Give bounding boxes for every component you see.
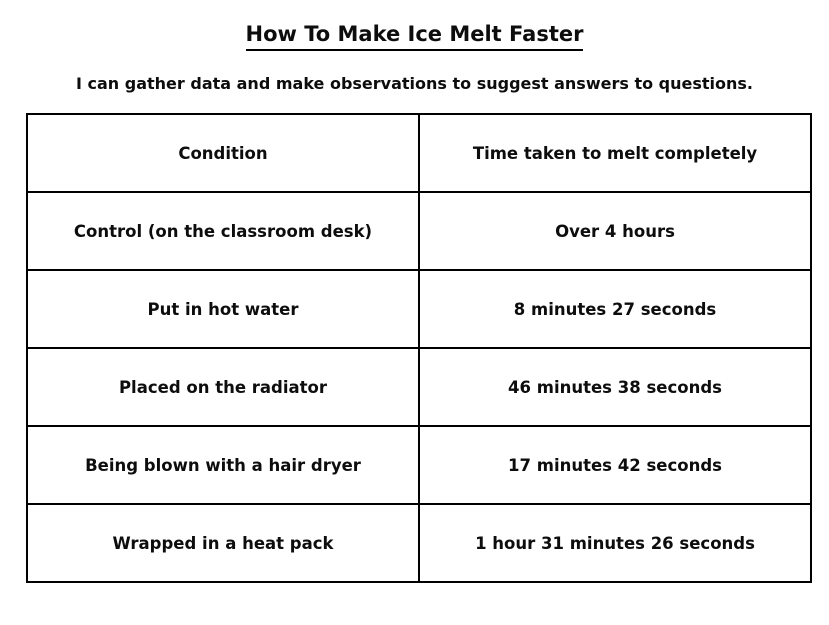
table-row <box>27 192 811 270</box>
cell-time: 17 minutes 42 seconds <box>419 426 811 504</box>
results-table <box>26 113 812 583</box>
table-row <box>27 504 811 582</box>
cell-condition: Being blown with a hair dryer <box>27 426 419 504</box>
page-title-text: How To Make Ice Melt Faster <box>246 22 584 51</box>
cell-time: 8 minutes 27 seconds <box>419 270 811 348</box>
cell-time: 46 minutes 38 seconds <box>419 348 811 426</box>
results-table-body <box>27 192 811 582</box>
table-row <box>27 348 811 426</box>
learning-objective: I can gather data and make observations to suggest answers to questions. <box>76 74 753 93</box>
page-title <box>0 22 829 51</box>
table-header-row <box>27 114 811 192</box>
results-table-head <box>27 114 811 192</box>
cell-condition: Control (on the classroom desk) <box>27 192 419 270</box>
cell-condition: Put in hot water <box>27 270 419 348</box>
header-condition: Condition <box>27 114 419 192</box>
cell-time: Over 4 hours <box>419 192 811 270</box>
table-row <box>27 426 811 504</box>
header-time-taken: Time taken to melt completely <box>419 114 811 192</box>
table-row <box>27 270 811 348</box>
cell-condition: Placed on the radiator <box>27 348 419 426</box>
cell-condition: Wrapped in a heat pack <box>27 504 419 582</box>
cell-time: 1 hour 31 minutes 26 seconds <box>419 504 811 582</box>
